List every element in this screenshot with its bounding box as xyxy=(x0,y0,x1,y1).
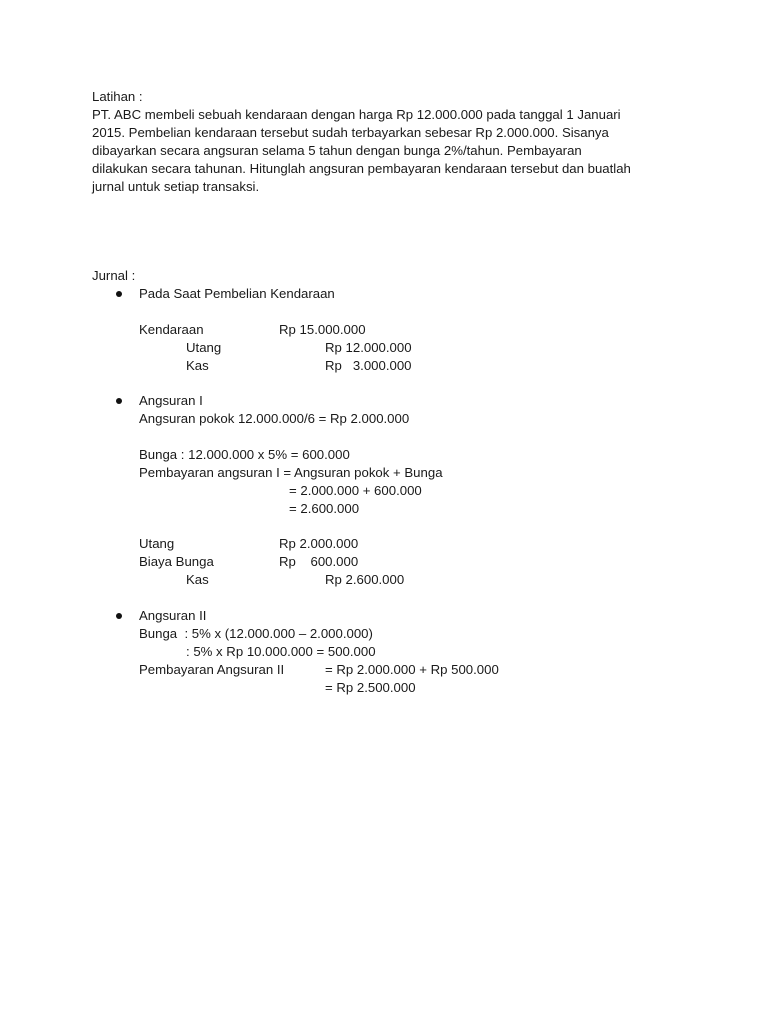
journal-account: Kas xyxy=(186,572,209,587)
journal-account: Kendaraan xyxy=(139,322,204,337)
bullet-icon xyxy=(116,613,122,619)
payment-calc-2: = Rp 2.500.000 xyxy=(325,680,416,695)
payment-label: Pembayaran Angsuran II xyxy=(139,662,285,677)
interest-calc: Bunga : 12.000.000 x 5% = 600.000 xyxy=(139,447,350,462)
journal-heading: Jurnal : xyxy=(92,268,136,283)
payment-calc-2: = 2.600.000 xyxy=(289,501,360,516)
journal-credit: Rp 2.600.000 xyxy=(325,572,405,587)
journal-debit: Rp 15.000.000 xyxy=(279,322,366,337)
journal-credit: Rp 3.000.000 xyxy=(325,358,412,373)
payment-calc-1: = 2.000.000 + 600.000 xyxy=(289,483,422,498)
journal-account: Biaya Bunga xyxy=(139,554,214,569)
section-title-pembelian: Pada Saat Pembelian Kendaraan xyxy=(139,286,335,301)
journal-debit: Rp 2.000.000 xyxy=(279,536,359,551)
journal-account: Kas xyxy=(186,358,209,373)
section-title-angsuran-1: Angsuran I xyxy=(139,393,203,408)
problem-line-5: jurnal untuk setiap transaksi. xyxy=(92,179,260,194)
problem-line-4: dilakukan secara tahunan. Hitunglah angsuran pembayaran kendaraan tersebut dan buatlah xyxy=(92,161,631,176)
bullet-icon xyxy=(116,398,122,404)
installment-principal: Angsuran pokok 12.000.000/6 = Rp 2.000.000 xyxy=(139,411,410,426)
payment-formula: Pembayaran angsuran I = Angsuran pokok + Bunga xyxy=(139,465,443,480)
problem-line-2: 2015. Pembelian kendaraan tersebut sudah terbayarkan sebesar Rp 2.000.000. Sisanya xyxy=(92,125,609,140)
journal-credit: Rp 12.000.000 xyxy=(325,340,412,355)
payment-calc-1: = Rp 2.000.000 + Rp 500.000 xyxy=(325,662,499,677)
interest-calc-1: Bunga : 5% x (12.000.000 – 2.000.000) xyxy=(139,626,373,641)
problem-line-3: dibayarkan secara angsuran selama 5 tahun dengan bunga 2%/tahun. Pembayaran xyxy=(92,143,582,158)
journal-debit: Rp 600.000 xyxy=(279,554,359,569)
interest-calc-2: : 5% x Rp 10.000.000 = 500.000 xyxy=(186,644,376,659)
exercise-heading: Latihan : xyxy=(92,89,143,104)
section-title-angsuran-2: Angsuran II xyxy=(139,608,207,623)
problem-line-1: PT. ABC membeli sebuah kendaraan dengan harga Rp 12.000.000 pada tanggal 1 Januari xyxy=(92,107,621,122)
journal-account: Utang xyxy=(139,536,175,551)
journal-account: Utang xyxy=(186,340,222,355)
bullet-icon xyxy=(116,291,122,297)
